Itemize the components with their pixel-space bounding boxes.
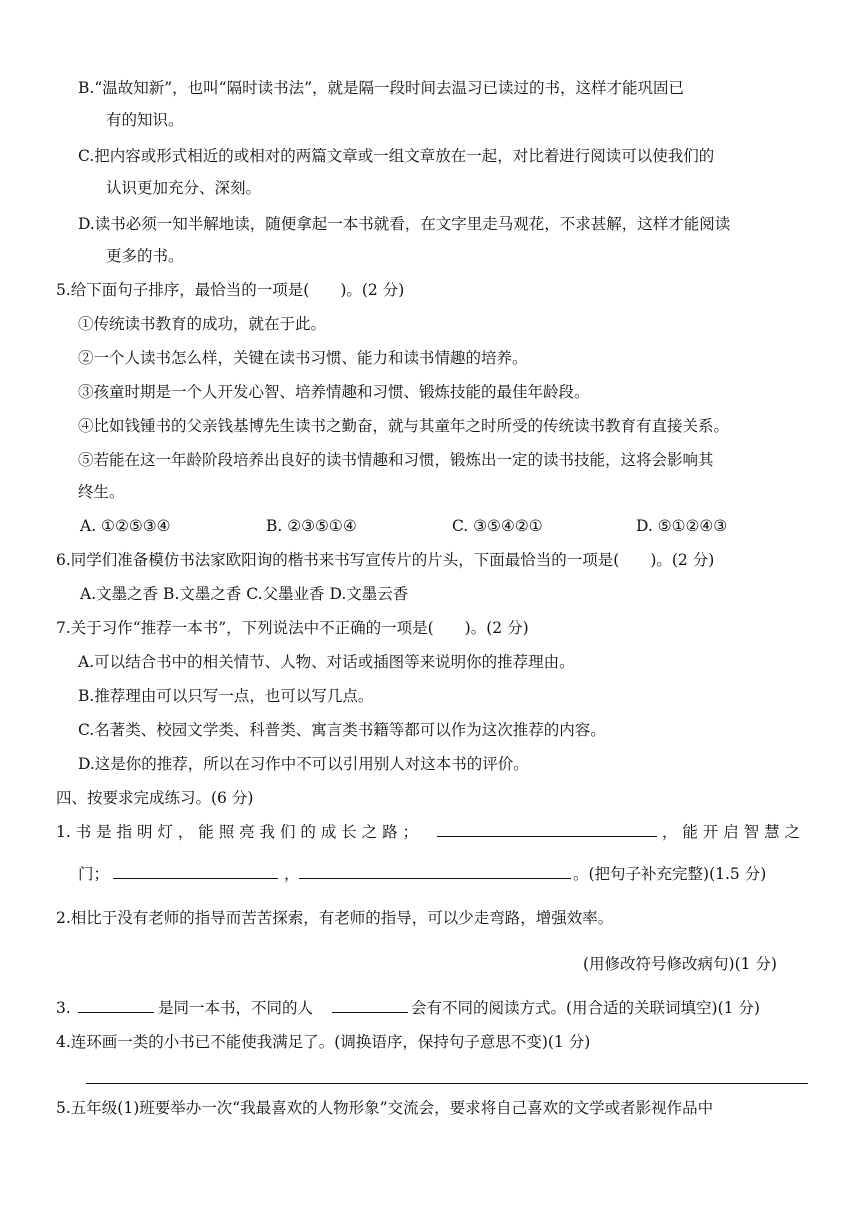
q4-option-d-line1: D.读书必须一知半解地读，随便拿起一本书就看，在文字里走马观花，不求甚解，这样才能阅读 — [78, 215, 731, 233]
section4-item5: 5.五年级(1)班要举办一次“我最喜欢的人物形象”交流会，要求将自己喜欢的文学或者影视作品中 — [56, 1099, 714, 1117]
q7-option-d[interactable]: D.这是你的推荐，所以在习作中不可以引用别人对这本书的评价。 — [78, 755, 529, 773]
q7-stem: 7.关于习作“推荐一本书”，下列说法中不正确的一项是( )。(2 分) — [56, 619, 529, 637]
q7-option-c[interactable]: C.名著类、校园文学类、科普类、寓言类书籍等都可以作为这次推荐的内容。 — [78, 721, 606, 739]
section4-item1-part2: ， 能 开 启 智 慧 之 — [662, 823, 801, 841]
q6-options[interactable]: A.文墨之香 B.文墨之香 C.父墨业香 D.文墨云香 — [80, 585, 409, 603]
q5-sentence-5-line2: 终生。 — [78, 483, 125, 501]
section4-item1-part4: ， — [284, 865, 300, 883]
item1-blank-1[interactable] — [437, 822, 657, 837]
item4-answer-line[interactable] — [86, 1083, 808, 1084]
section4-item3-end: 会有不同的阅读方式。(用合适的关联词填空)(1 分) — [411, 999, 760, 1017]
section4-heading: 四、按要求完成练习。(6 分) — [56, 789, 254, 807]
section4-item2-line2: (用修改符号修改病句)(1 分) — [583, 955, 777, 973]
q4-option-c-line2: 认识更加充分、深刻。 — [106, 179, 262, 197]
item3-blank-2[interactable] — [332, 998, 408, 1013]
q4-option-d-line2: 更多的书。 — [106, 247, 184, 265]
q5-stem: 5.给下面句子排序，最恰当的一项是( )。(2 分) — [56, 281, 405, 299]
q4-option-c-line1: C.把内容或形式相近的或相对的两篇文章或一组文章放在一起，对比着进行阅读可以使我们的 — [78, 147, 715, 165]
q5-sentence-1: ①传统读书教育的成功，就在于此。 — [78, 315, 327, 333]
section4-item3-num: 3. — [56, 999, 71, 1017]
q5-sentence-5-line1: ⑤若能在这一年龄阶段培养出良好的读书情趣和习惯，锻炼出一定的读书技能，这将会影响其 — [78, 451, 714, 469]
section4-item1-part3: 门； — [78, 865, 110, 883]
item3-blank-1[interactable] — [78, 998, 154, 1013]
section4-item2-line1: 2.相比于没有老师的指导而苦苦探索，有老师的指导，可以少走弯路，增强效率。 — [56, 909, 614, 927]
item1-blank-2[interactable] — [113, 864, 278, 879]
q7-option-b[interactable]: B.推荐理由可以只写一点，也可以写几点。 — [78, 687, 374, 705]
item1-blank-3[interactable] — [299, 864, 571, 879]
q7-option-a[interactable]: A.可以结合书中的相关情节、人物、对话或插图等来说明你的推荐理由。 — [78, 653, 575, 671]
q5-sentence-3: ③孩童时期是一个人开发心智、培养情趣和习惯、锻炼技能的最佳年龄段。 — [78, 383, 590, 401]
section4-item4: 4.连环画一类的小书已不能使我满足了。(调换语序，保持句子意思不变)(1 分) — [56, 1033, 591, 1051]
q6-stem: 6.同学们准备模仿书法家欧阳询的楷书来书写宣传片的片头，下面最恰当的一项是( )。(2 分) — [56, 551, 715, 569]
q5-option-b[interactable]: B. ②③⑤①④ — [266, 517, 357, 535]
q5-option-c[interactable]: C. ③⑤④②① — [452, 517, 543, 535]
q5-sentence-4: ④比如钱锺书的父亲钱基博先生读书之勤奋，就与其童年之时所受的传统读书教育有直接关系。 — [78, 417, 730, 435]
section4-item1-part1: 1. 书 是 指 明 灯 ， 能 照 亮 我 们 的 成 长 之 路 ； — [56, 823, 419, 841]
q5-sentence-2: ②一个人读书怎么样，关键在读书习惯、能力和读书情趣的培养。 — [78, 349, 528, 367]
q4-option-b-line2: 有的知识。 — [106, 111, 184, 129]
section4-item3-mid: 是同一本书，不同的人 — [158, 999, 314, 1017]
q5-option-d[interactable]: D. ⑤①②④③ — [636, 517, 728, 535]
q5-option-a[interactable]: A. ①②⑤③④ — [80, 517, 171, 535]
q4-option-b-line1: B.“温故知新”，也叫“隔时读书法”，就是隔一段时间去温习已读过的书，这样才能巩固已 — [78, 79, 685, 97]
section4-item1-part5: 。(把句子补充完整)(1.5 分) — [573, 865, 767, 883]
